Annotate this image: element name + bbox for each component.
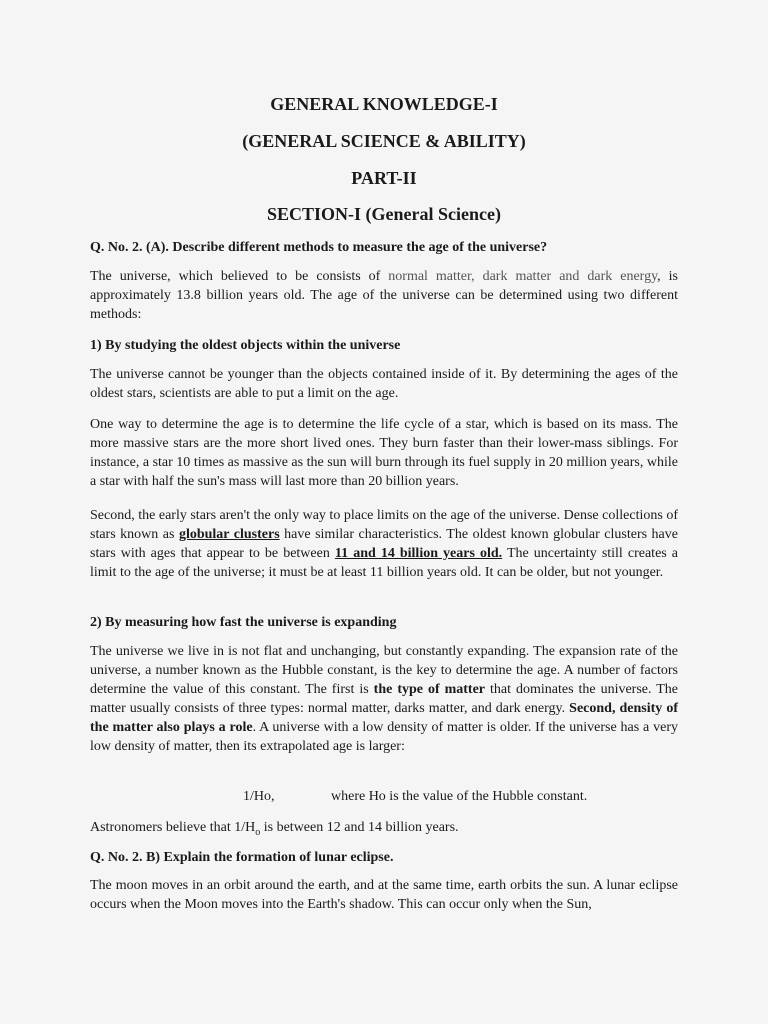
density-term: Second, density of the matter also plays a role	[90, 701, 679, 735]
section-heading: SECTION-I (General Science)	[267, 204, 501, 224]
intro-text-2: , is approximately 13.8 billion years old. The age of the universe can be determined using two different methods:	[90, 269, 678, 322]
intro-highlight: normal matter, dark matter and dark energy	[388, 269, 658, 284]
m2-text-b: that dominates the universe. The matter usually consists of three types: normal matter, darks matter, and dark energy.	[90, 682, 678, 716]
method-1-paragraph-3	[90, 506, 678, 582]
intro-paragraph	[90, 267, 678, 324]
formula-lhs: 1/Ho,	[243, 789, 275, 804]
method-1-paragraph-2: One way to determine the age is to determine the life cycle of a star, which is based on its mass. The more massive stars are the more short lived ones. They burn faster than their lower-mass siblings. For instance, a star 10 times as massive as the sun will burn through its fuel supply in 20 million years, while a star with half the sun's mass will last more than 20 billion years.	[90, 417, 678, 489]
method-2-paragraph	[90, 642, 678, 756]
lunar-eclipse-paragraph: The moon moves in an orbit around the earth, and at the same time, earth orbits the sun. A lunar eclipse occurs when the Moon moves into the Earth's shadow. This can occur only when the Sun,	[90, 878, 678, 912]
method-1-paragraph-1: The universe cannot be younger than the objects contained inside of it. By determining the ages of the oldest stars, scientists are able to put a limit on the age.	[90, 367, 678, 401]
astro-text-1: Astronomers believe that 1/H	[90, 820, 256, 835]
m1-p3-text-a: Second, the early stars aren't the only way to place limits on the age of the universe. Dense collections of stars known as	[90, 508, 678, 542]
m1-p3-text-b: have similar characteristics. The oldest known globular clusters have stars with ages that appear to be between	[90, 527, 678, 561]
page-title: GENERAL KNOWLEDGE-I	[270, 94, 498, 114]
age-range-term: 11 and 14 billion years old.	[334, 546, 503, 561]
formula-rhs: where Ho is the value of the Hubble constant.	[331, 789, 588, 804]
m2-text-a: The universe we live in is not flat and unchanging, but constantly expanding. The expansion rate of the universe, a number known as the Hubble constant, is the key to determine the age. A number of factors determine the value of this constant. The first is	[90, 644, 678, 697]
method-2-heading: 2) By measuring how fast the universe is expanding	[90, 615, 397, 630]
question-2b: Q. No. 2. B) Explain the formation of lunar eclipse.	[90, 850, 394, 865]
astro-subscript: o	[255, 826, 261, 838]
astronomers-line	[90, 818, 678, 842]
method-1-heading: 1) By studying the oldest objects within the universe	[90, 338, 401, 353]
globular-clusters-term: globular clusters	[178, 527, 280, 542]
part-heading: PART-II	[351, 168, 417, 188]
subtitle: (GENERAL SCIENCE & ABILITY)	[242, 131, 526, 151]
question-2a: Q. No. 2. (A). Describe different methods to measure the age of the universe?	[90, 240, 548, 255]
intro-text-1: The universe, which believed to be consists of	[90, 269, 389, 284]
type-of-matter-term: the type of matter	[373, 682, 486, 697]
m2-text-c: . A universe with a low density of matter is older. If the universe has a very low density of matter, then its extrapolated age is larger:	[90, 720, 678, 754]
m1-p3-text-c: The uncertainty still creates a limit to the age of the universe; it must be at least 11 billion years old. It can be older, but not younger.	[90, 546, 679, 580]
astro-text-2: is between 12 and 14 billion years.	[260, 820, 459, 835]
